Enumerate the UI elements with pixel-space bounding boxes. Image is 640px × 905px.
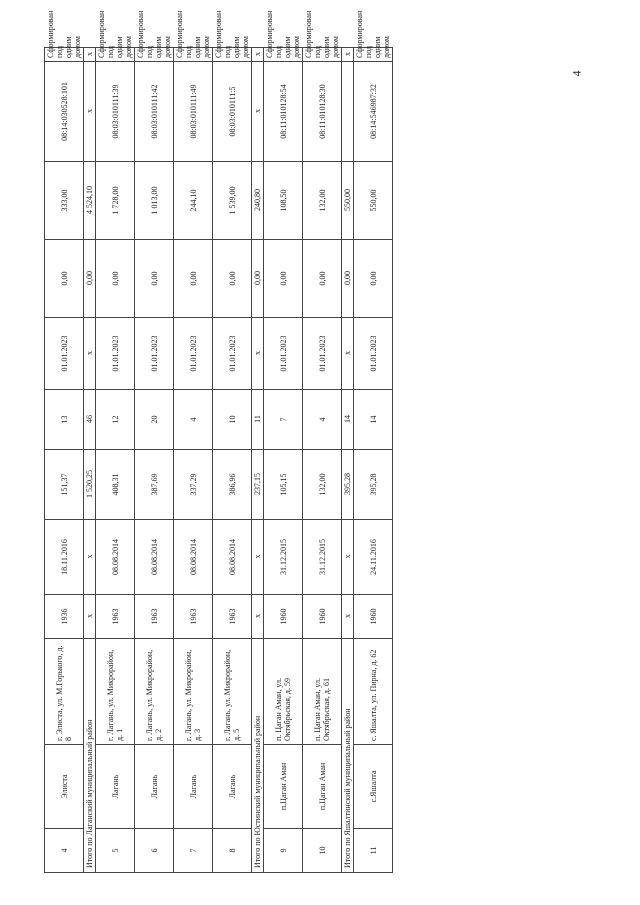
cell-year: x [84,595,96,639]
cell-v2: 550,00 [342,162,354,240]
cell-status: x [252,48,264,62]
cell-date2: 01.01.2023 [213,318,252,390]
cell-cad: 08:03:010111:39 [96,62,135,162]
cell-people: 46 [84,390,96,450]
cell-v1: 0,00 [252,240,264,318]
cell-people: 12 [96,390,135,450]
table-row [303,48,342,873]
cell-year: 1963 [213,595,252,639]
subtotal-label: Итого по Лаганский муниципальный район [84,639,96,873]
cell-v1: 0,00 [303,240,342,318]
cell-date2: 01.01.2023 [174,318,213,390]
cell-n: 11 [354,829,393,873]
cell-status: x [342,48,354,62]
cell-v2: 333,00 [45,162,84,240]
cell-year: 1960 [303,595,342,639]
cell-v2: 1 728,00 [96,162,135,240]
cell-n: 8 [213,829,252,873]
cell-v2: 108,50 [264,162,303,240]
cell-date1: 08.08.2014 [213,520,252,595]
cell-year: 1960 [354,595,393,639]
subtotal-row [342,48,354,873]
cell-date1: 08.08.2014 [96,520,135,595]
cell-year: 1963 [174,595,213,639]
table-row [213,48,252,873]
cell-v1: 0,00 [354,240,393,318]
cell-v1: 0,00 [264,240,303,318]
cell-city: Лагань [174,745,213,829]
cell-date2: 01.01.2023 [96,318,135,390]
cell-status: Сформирован под одним домом [213,48,252,62]
cell-status: x [84,48,96,62]
cell-date2: x [84,318,96,390]
cell-status: Сформирован под одним домом [135,48,174,62]
cell-city: п.Цаган Аман [303,745,342,829]
cell-v2: 4 524,10 [84,162,96,240]
cell-people: 10 [213,390,252,450]
cell-people: 14 [342,390,354,450]
table-row [135,48,174,873]
cell-city: п.Цаган Аман [264,745,303,829]
table-row [45,48,84,873]
cell-v2: 550,00 [354,162,393,240]
cell-city: Элиста [45,745,84,829]
cell-address: п. Цаган Аман, ул. Октябрьская, д. 59 [264,639,303,745]
cell-v1: 0,00 [135,240,174,318]
cell-cad: 08:03:010111:42 [135,62,174,162]
cell-address: г. Элиста, ул. М.Горького, д. 8 [45,639,84,745]
cell-area: 337,29 [174,450,213,520]
cell-n: 5 [96,829,135,873]
cell-v1: 0,00 [174,240,213,318]
cell-date1: 31.12.2015 [264,520,303,595]
cell-v2: 1 013,00 [135,162,174,240]
cell-date2: 01.01.2023 [303,318,342,390]
cell-people: 13 [45,390,84,450]
cell-status: Сформирован под одним домом [174,48,213,62]
cell-year: x [252,595,264,639]
cell-date2: x [252,318,264,390]
cell-date1: 08.08.2014 [135,520,174,595]
cell-date1: 08.08.2014 [174,520,213,595]
subtotal-label: Итого по Юстинский муниципальный район [252,639,264,873]
housing-register-table [44,10,393,873]
cell-n: 9 [264,829,303,873]
cell-cad: 08:14:546987:32 [354,62,393,162]
cell-status: Сформирован под одним домом [264,48,303,62]
cell-area: 395,28 [354,450,393,520]
cell-address: г. Лагань, ул. Микрорайон, д. 3 [174,639,213,745]
cell-cad: 08:11:010128:30 [303,62,342,162]
cell-v1: 0,00 [45,240,84,318]
cell-date1: x [342,520,354,595]
cell-v1: 0,00 [84,240,96,318]
cell-v2: 132,00 [303,162,342,240]
cell-address: с. Яшалта, ул. Пирна, д. 62 [354,639,393,745]
cell-date1: 31.12.2015 [303,520,342,595]
cell-address: г. Лагань, ул. Микрорайон, д. 5 [213,639,252,745]
cell-year: 1963 [135,595,174,639]
cell-area: 151,37 [45,450,84,520]
cell-n: 4 [45,829,84,873]
cell-status: Сформирован под одним домом [96,48,135,62]
cell-date1: x [84,520,96,595]
cell-date2: 01.01.2023 [135,318,174,390]
cell-date2: 01.01.2023 [45,318,84,390]
cell-n: 6 [135,829,174,873]
cell-people: 7 [264,390,303,450]
cell-city: Лагань [135,745,174,829]
document-area [44,10,391,873]
cell-address: п. Цаган Аман, ул. Октябрьская, д. 61 [303,639,342,745]
cell-people: 11 [252,390,264,450]
cell-area: 1 520,25 [84,450,96,520]
subtotal-row [252,48,264,873]
cell-cad [342,62,354,162]
cell-area: 105,15 [264,450,303,520]
table-row [174,48,213,873]
cell-people: 4 [303,390,342,450]
subtotal-label: Итого по Яшалтинский муниципальный район [342,639,354,873]
cell-cad: x [84,62,96,162]
cell-area: 132,00 [303,450,342,520]
table-row [264,48,303,873]
cell-status: Сформирован под одним домом [303,48,342,62]
cell-date2: 01.01.2023 [264,318,303,390]
cell-area: 386,96 [213,450,252,520]
cell-date2: x [342,318,354,390]
cell-address: г. Лагань, ул. Микрорайон, д. 2 [135,639,174,745]
cell-people: 14 [354,390,393,450]
cell-year: 1963 [96,595,135,639]
table-row [96,48,135,873]
cell-area: 408,31 [96,450,135,520]
cell-n: 10 [303,829,342,873]
cell-date1: x [252,520,264,595]
cell-year: 1960 [264,595,303,639]
cell-cad: 08:03:010111:49 [174,62,213,162]
cell-v2: 244,10 [174,162,213,240]
cell-v1: 0,00 [213,240,252,318]
cell-city: Лагань [213,745,252,829]
cell-cad: 08:14:030528:101 [45,62,84,162]
cell-people: 20 [135,390,174,450]
cell-cad: 08:11:010128:54 [264,62,303,162]
cell-status: Сформирован под одним домом [45,48,84,62]
page-number: 4 [569,70,584,77]
cell-date2: 01.01.2023 [354,318,393,390]
table-row [354,48,393,873]
cell-year: 1936 [45,595,84,639]
cell-n: 7 [174,829,213,873]
cell-cad: x [252,62,264,162]
cell-date1: 24.11.2016 [354,520,393,595]
cell-year: x [342,595,354,639]
cell-city: Лагань [96,745,135,829]
cell-area: 237,15 [252,450,264,520]
cell-people: 4 [174,390,213,450]
cell-v2: 1 539,00 [213,162,252,240]
cell-status: Сформирован под одним домом [354,48,393,62]
cell-cad: 08:03:010111:5 [213,62,252,162]
cell-address: г. Лагань, ул. Микрорайон, д. 1 [96,639,135,745]
cell-date1: 18.11.2016 [45,520,84,595]
subtotal-row [84,48,96,873]
cell-area: 395,28 [342,450,354,520]
cell-v2: 240,80 [252,162,264,240]
cell-v1: 0,00 [342,240,354,318]
cell-city: с.Яшалта [354,745,393,829]
cell-area: 387,69 [135,450,174,520]
cell-v1: 0,00 [96,240,135,318]
